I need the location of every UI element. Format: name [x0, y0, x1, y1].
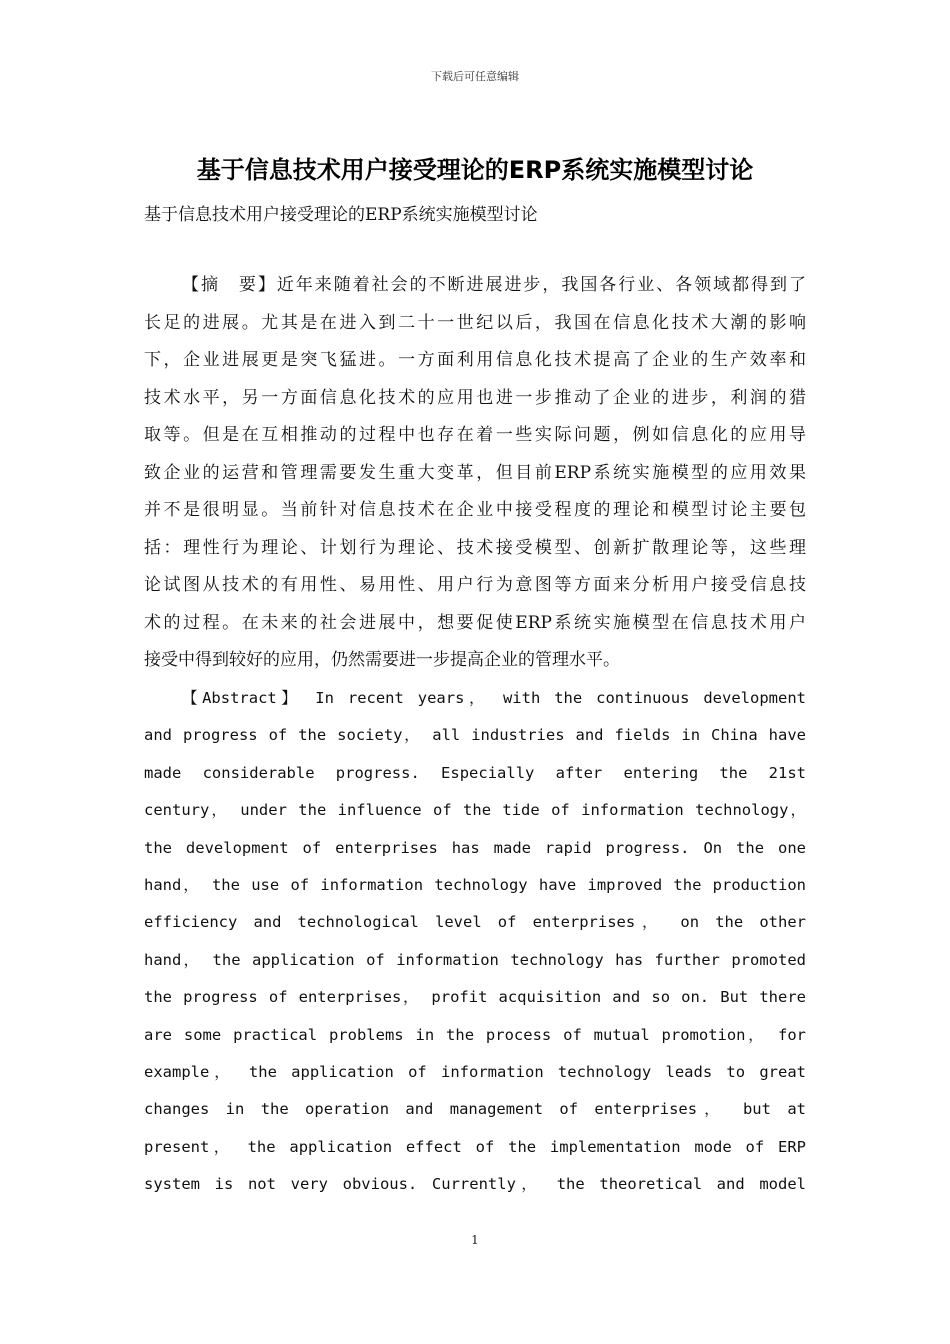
abstract-en-line: the progress of enterprises， profit acquisition and so on. But there: [144, 988, 806, 1007]
abstract-en-line: 【Abstract】 In recent years， with the continuous development: [182, 689, 806, 707]
page-header: 下载后可任意编辑: [431, 70, 519, 83]
abstract-en-line: example， the application of information technology leads to great: [144, 1063, 806, 1082]
abstract-cn-line: 技术水平，另一方面信息化技术的应用也进一步推动了企业的进步，利润的猎: [144, 387, 806, 408]
abstract-en-line: hand， the use of information technology have improved the production: [144, 876, 806, 895]
abstract-en-line: system is not very obvious. Currently， the theoretical and model: [144, 1175, 806, 1194]
abstract-cn-line: 接受中得到较好的应用，仍然需要进一步提高企业的管理水平。: [144, 650, 620, 670]
abstract-cn-line: 下，企业进展更是突飞猛进。一方面利用信息化技术提高了企业的生产效率和: [144, 350, 806, 370]
abstract-cn-line: 【摘 要】近年来随着社会的不断进展进步，我国各行业、各领域都得到了: [182, 275, 806, 295]
abstract-en-line: present， the application effect of the implementation mode of ERP: [144, 1137, 806, 1156]
abstract-en-line: efficiency and technological level of enterprises， on the other: [144, 913, 806, 932]
abstract-cn-line: 并不是很明显。当前针对信息技术在企业中接受程度的理论和模型讨论主要包: [144, 500, 806, 520]
abstract-en-line: hand， the application of information technology has further promoted: [144, 950, 806, 969]
abstract-cn-line: 取等。但是在互相推动的过程中也存在着一些实际问题，例如信息化的应用导: [144, 425, 806, 445]
abstract-cn-line: 术的过程。在未来的社会进展中，想要促使ERP系统实施模型在信息技术用户: [144, 612, 806, 633]
abstract-en-line: the development of enterprises has made rapid progress. On the one: [144, 838, 806, 857]
abstract-cn-line: 长足的进展。尤其是在进入到二十一世纪以后，我国在信息化技术大潮的影响: [144, 312, 806, 333]
page-number: 1: [471, 1233, 479, 1247]
abstract-cn-line: 致企业的运营和管理需要发生重大变革，但目前ERP系统实施模型的应用效果: [144, 462, 806, 483]
abstract-en-line: changes in the operation and management of enterprises， but at: [144, 1100, 806, 1119]
abstract-en-line: are some practical problems in the process of mutual promotion， for: [144, 1025, 806, 1044]
abstract-cn-line: 论试图从技术的有用性、易用性、用户行为意图等方面来分析用户接受信息技: [144, 575, 806, 595]
abstract-en-line: made considerable progress. Especially after entering the 21st: [144, 763, 806, 782]
document-title: 基于信息技术用户接受理论的ERP系统实施模型讨论: [196, 156, 754, 184]
abstract-english: [144, 680, 806, 1204]
abstract-en-line: century， under the influence of the tide of information technology，: [144, 801, 806, 820]
abstract-cn-line: 括：理性行为理论、计划行为理论、技术接受模型、创新扩散理论等，这些理: [144, 537, 806, 558]
document-subtitle: 基于信息技术用户接受理论的ERP系统实施模型讨论: [144, 205, 538, 225]
abstract-chinese: [144, 267, 806, 680]
abstract-en-line: and progress of the society， all industries and fields in China have: [144, 726, 806, 745]
